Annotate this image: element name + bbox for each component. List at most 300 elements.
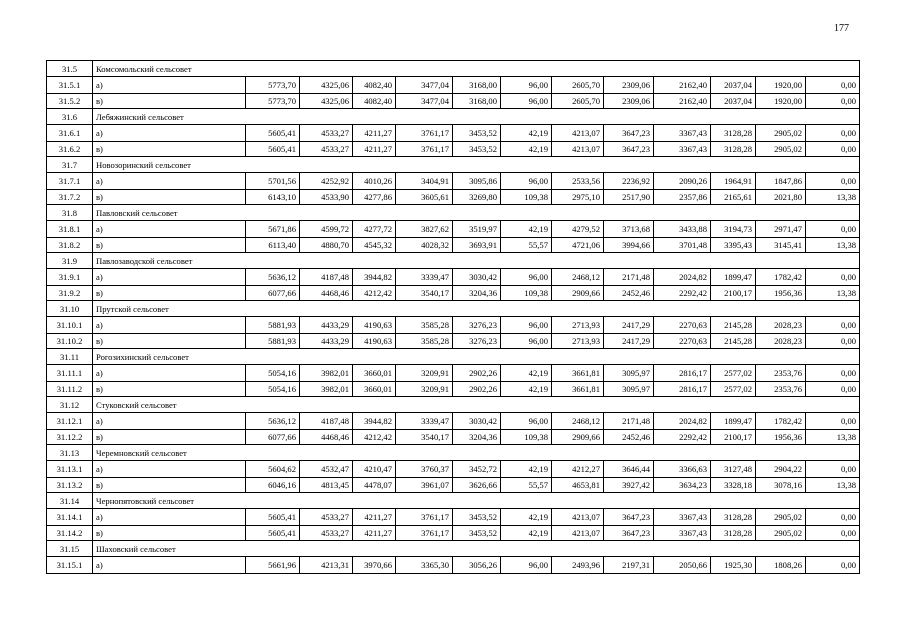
value-cell: 109,38	[501, 429, 552, 445]
value-cell: 3605,61	[396, 189, 453, 205]
value-cell: 13,38	[806, 477, 860, 493]
value-cell: 109,38	[501, 189, 552, 205]
value-cell: 0,00	[806, 317, 860, 334]
value-cell: 4325,06	[300, 77, 353, 94]
section-title: Стуковский сельсовет	[93, 397, 860, 413]
value-cell: 2605,70	[552, 93, 604, 109]
value-cell: 2236,92	[604, 173, 654, 190]
value-cell: 6046,16	[246, 477, 300, 493]
value-cell: 3994,66	[604, 237, 654, 253]
row-code: 31.14.1	[47, 509, 93, 526]
table-row	[47, 477, 860, 493]
value-cell: 4433,29	[300, 317, 353, 334]
value-cell: 4190,63	[353, 317, 396, 334]
value-cell: 2100,17	[711, 429, 756, 445]
row-code: 31.6.2	[47, 141, 93, 157]
value-cell: 3128,28	[711, 141, 756, 157]
value-cell: 2357,86	[654, 189, 711, 205]
section-code: 31.15	[47, 541, 93, 557]
value-cell: 0,00	[806, 77, 860, 94]
value-cell: 4533,27	[300, 509, 353, 526]
row-label: а)	[93, 221, 246, 238]
value-cell: 4325,06	[300, 93, 353, 109]
value-cell: 5054,16	[246, 365, 300, 382]
value-cell: 2292,42	[654, 429, 711, 445]
value-cell: 109,38	[501, 285, 552, 301]
value-cell: 0,00	[806, 413, 860, 430]
value-cell: 3209,91	[396, 365, 453, 382]
value-cell: 42,19	[501, 381, 552, 397]
value-cell: 4533,27	[300, 125, 353, 142]
value-cell: 5773,70	[246, 93, 300, 109]
value-cell: 4880,70	[300, 237, 353, 253]
value-cell: 5773,70	[246, 77, 300, 94]
section-title: Павловский сельсовет	[93, 205, 860, 221]
value-cell: 0,00	[806, 221, 860, 238]
value-cell: 3404,91	[396, 173, 453, 190]
row-label: в)	[93, 381, 246, 397]
section-title: Черемновский сельсовет	[93, 445, 860, 461]
value-cell: 3095,97	[604, 365, 654, 382]
section-code: 31.8	[47, 205, 93, 221]
row-code: 31.5.2	[47, 93, 93, 109]
section-title: Шаховский сельсовет	[93, 541, 860, 557]
value-cell: 4010,26	[353, 173, 396, 190]
value-cell: 1956,36	[756, 429, 806, 445]
row-label: а)	[93, 269, 246, 286]
section-header-row	[47, 493, 860, 509]
row-label: а)	[93, 557, 246, 574]
table-row	[47, 237, 860, 253]
value-cell: 3540,17	[396, 285, 453, 301]
table-row	[47, 173, 860, 190]
value-cell: 96,00	[501, 413, 552, 430]
row-code: 31.13.2	[47, 477, 93, 493]
value-cell: 42,19	[501, 525, 552, 541]
value-cell: 55,57	[501, 237, 552, 253]
value-cell: 4721,06	[552, 237, 604, 253]
value-cell: 3367,43	[654, 525, 711, 541]
value-cell: 4082,40	[353, 93, 396, 109]
section-code: 31.11	[47, 349, 93, 365]
value-cell: 3269,80	[453, 189, 501, 205]
value-cell: 3661,81	[552, 381, 604, 397]
row-label: в)	[93, 525, 246, 541]
row-label: а)	[93, 125, 246, 142]
value-cell: 3395,43	[711, 237, 756, 253]
value-cell: 0,00	[806, 557, 860, 574]
section-header-row	[47, 205, 860, 221]
value-cell: 0,00	[806, 525, 860, 541]
value-cell: 3970,66	[353, 557, 396, 574]
value-cell: 2533,56	[552, 173, 604, 190]
section-header-row	[47, 61, 860, 77]
section-header-row	[47, 397, 860, 413]
value-cell: 2577,02	[711, 365, 756, 382]
value-cell: 2904,22	[756, 461, 806, 478]
value-cell: 2452,46	[604, 285, 654, 301]
value-cell: 2816,17	[654, 365, 711, 382]
value-cell: 2292,42	[654, 285, 711, 301]
value-cell: 3339,47	[396, 413, 453, 430]
table-row	[47, 189, 860, 205]
value-cell: 3209,91	[396, 381, 453, 397]
value-cell: 3095,97	[604, 381, 654, 397]
value-cell: 2905,02	[756, 525, 806, 541]
value-cell: 42,19	[501, 509, 552, 526]
value-cell: 13,38	[806, 237, 860, 253]
table-row	[47, 269, 860, 286]
value-cell: 2971,47	[756, 221, 806, 238]
value-cell: 3128,28	[711, 125, 756, 142]
section-code: 31.13	[47, 445, 93, 461]
value-cell: 3761,17	[396, 525, 453, 541]
value-cell: 0,00	[806, 461, 860, 478]
value-cell: 2024,82	[654, 269, 711, 286]
value-cell: 3827,62	[396, 221, 453, 238]
value-cell: 3453,52	[453, 525, 501, 541]
row-label: в)	[93, 93, 246, 109]
value-cell: 2713,93	[552, 317, 604, 334]
value-cell: 3128,28	[711, 525, 756, 541]
value-cell: 4468,46	[300, 429, 353, 445]
value-cell: 2902,26	[453, 381, 501, 397]
row-code: 31.9.2	[47, 285, 93, 301]
value-cell: 2024,82	[654, 413, 711, 430]
value-cell: 3927,42	[604, 477, 654, 493]
value-cell: 2309,06	[604, 77, 654, 94]
value-cell: 5671,86	[246, 221, 300, 238]
value-cell: 4028,32	[396, 237, 453, 253]
value-cell: 3477,04	[396, 93, 453, 109]
value-cell: 2171,48	[604, 413, 654, 430]
value-cell: 2090,26	[654, 173, 711, 190]
value-cell: 3078,16	[756, 477, 806, 493]
value-cell: 42,19	[501, 461, 552, 478]
value-cell: 96,00	[501, 93, 552, 109]
value-cell: 3276,23	[453, 333, 501, 349]
value-cell: 5636,12	[246, 269, 300, 286]
value-cell: 42,19	[501, 365, 552, 382]
section-header-row	[47, 445, 860, 461]
row-code: 31.8.1	[47, 221, 93, 238]
value-cell: 1808,26	[756, 557, 806, 574]
value-cell: 1920,00	[756, 93, 806, 109]
value-cell: 3701,48	[654, 237, 711, 253]
section-header-row	[47, 253, 860, 269]
value-cell: 2816,17	[654, 381, 711, 397]
value-cell: 2100,17	[711, 285, 756, 301]
value-cell: 4190,63	[353, 333, 396, 349]
value-cell: 2902,26	[453, 365, 501, 382]
value-cell: 3585,28	[396, 317, 453, 334]
value-cell: 3145,41	[756, 237, 806, 253]
value-cell: 42,19	[501, 221, 552, 238]
value-cell: 5605,41	[246, 125, 300, 142]
row-label: а)	[93, 173, 246, 190]
value-cell: 4533,27	[300, 525, 353, 541]
value-cell: 3982,01	[300, 381, 353, 397]
value-cell: 5605,41	[246, 141, 300, 157]
value-cell: 4213,07	[552, 509, 604, 526]
value-cell: 1847,86	[756, 173, 806, 190]
value-cell: 4187,48	[300, 269, 353, 286]
value-cell: 3477,04	[396, 77, 453, 94]
row-label: в)	[93, 285, 246, 301]
row-label: в)	[93, 141, 246, 157]
row-code: 31.5.1	[47, 77, 93, 94]
value-cell: 5604,62	[246, 461, 300, 478]
value-cell: 6113,40	[246, 237, 300, 253]
value-cell: 1899,47	[711, 413, 756, 430]
value-cell: 2975,10	[552, 189, 604, 205]
value-cell: 1956,36	[756, 285, 806, 301]
row-code: 31.15.1	[47, 557, 93, 574]
table-row	[47, 557, 860, 574]
value-cell: 2353,76	[756, 365, 806, 382]
value-cell: 3453,52	[453, 141, 501, 157]
value-cell: 3585,28	[396, 333, 453, 349]
row-code: 31.7.2	[47, 189, 93, 205]
value-cell: 0,00	[806, 381, 860, 397]
value-cell: 3127,48	[711, 461, 756, 478]
value-cell: 2270,63	[654, 333, 711, 349]
table-row	[47, 333, 860, 349]
section-code: 31.9	[47, 253, 93, 269]
row-code: 31.11.1	[47, 365, 93, 382]
value-cell: 4433,29	[300, 333, 353, 349]
value-cell: 0,00	[806, 269, 860, 286]
value-cell: 42,19	[501, 125, 552, 142]
value-cell: 3365,30	[396, 557, 453, 574]
table-row	[47, 461, 860, 478]
value-cell: 96,00	[501, 333, 552, 349]
row-code: 31.11.2	[47, 381, 93, 397]
value-cell: 3030,42	[453, 269, 501, 286]
value-cell: 3646,44	[604, 461, 654, 478]
section-code: 31.7	[47, 157, 93, 173]
value-cell: 0,00	[806, 125, 860, 142]
value-cell: 3661,81	[552, 365, 604, 382]
value-cell: 1920,00	[756, 77, 806, 94]
row-label: в)	[93, 333, 246, 349]
value-cell: 4212,42	[353, 285, 396, 301]
section-code: 31.12	[47, 397, 93, 413]
value-cell: 4599,72	[300, 221, 353, 238]
row-label: а)	[93, 461, 246, 478]
value-cell: 1899,47	[711, 269, 756, 286]
table-row	[47, 413, 860, 430]
value-cell: 2028,23	[756, 333, 806, 349]
row-label: а)	[93, 317, 246, 334]
value-cell: 3367,43	[654, 509, 711, 526]
value-cell: 2021,80	[756, 189, 806, 205]
table-row	[47, 221, 860, 238]
value-cell: 96,00	[501, 317, 552, 334]
table-row	[47, 525, 860, 541]
value-cell: 2165,61	[711, 189, 756, 205]
value-cell: 2028,23	[756, 317, 806, 334]
value-cell: 3204,36	[453, 285, 501, 301]
table-body	[47, 61, 860, 574]
value-cell: 2417,29	[604, 333, 654, 349]
value-cell: 0,00	[806, 365, 860, 382]
value-cell: 3367,43	[654, 141, 711, 157]
value-cell: 42,19	[501, 141, 552, 157]
value-cell: 2905,02	[756, 509, 806, 526]
value-cell: 4252,92	[300, 173, 353, 190]
tariff-table	[46, 60, 860, 574]
value-cell: 3056,26	[453, 557, 501, 574]
value-cell: 13,38	[806, 285, 860, 301]
value-cell: 4533,90	[300, 189, 353, 205]
section-code: 31.5	[47, 61, 93, 77]
value-cell: 2353,76	[756, 381, 806, 397]
value-cell: 3944,82	[353, 269, 396, 286]
value-cell: 3433,88	[654, 221, 711, 238]
value-cell: 5605,41	[246, 525, 300, 541]
value-cell: 3761,17	[396, 509, 453, 526]
value-cell: 3693,91	[453, 237, 501, 253]
section-title: Чернопятовский сельсовет	[93, 493, 860, 509]
value-cell: 4545,32	[353, 237, 396, 253]
value-cell: 4211,27	[353, 525, 396, 541]
value-cell: 2905,02	[756, 141, 806, 157]
value-cell: 4212,27	[552, 461, 604, 478]
table-row	[47, 381, 860, 397]
value-cell: 2037,04	[711, 77, 756, 94]
value-cell: 5881,93	[246, 317, 300, 334]
value-cell: 3366,63	[654, 461, 711, 478]
value-cell: 2452,46	[604, 429, 654, 445]
value-cell: 4533,27	[300, 141, 353, 157]
section-title: Новозоринский сельсовет	[93, 157, 860, 173]
value-cell: 4213,07	[552, 141, 604, 157]
section-title: Рогозихинский сельсовет	[93, 349, 860, 365]
row-label: в)	[93, 477, 246, 493]
value-cell: 4213,07	[552, 525, 604, 541]
value-cell: 5661,96	[246, 557, 300, 574]
value-cell: 3944,82	[353, 413, 396, 430]
value-cell: 1964,91	[711, 173, 756, 190]
value-cell: 4211,27	[353, 125, 396, 142]
row-code: 31.9.1	[47, 269, 93, 286]
value-cell: 4813,45	[300, 477, 353, 493]
value-cell: 3453,52	[453, 509, 501, 526]
value-cell: 3647,23	[604, 509, 654, 526]
row-code: 31.13.1	[47, 461, 93, 478]
value-cell: 2050,66	[654, 557, 711, 574]
value-cell: 3095,86	[453, 173, 501, 190]
value-cell: 3647,23	[604, 125, 654, 142]
value-cell: 3961,07	[396, 477, 453, 493]
value-cell: 2145,28	[711, 317, 756, 334]
value-cell: 3660,01	[353, 365, 396, 382]
value-cell: 3030,42	[453, 413, 501, 430]
value-cell: 3519,97	[453, 221, 501, 238]
value-cell: 2577,02	[711, 381, 756, 397]
value-cell: 3626,66	[453, 477, 501, 493]
value-cell: 2270,63	[654, 317, 711, 334]
value-cell: 2713,93	[552, 333, 604, 349]
value-cell: 5605,41	[246, 509, 300, 526]
value-cell: 6077,66	[246, 429, 300, 445]
value-cell: 4210,47	[353, 461, 396, 478]
value-cell: 3761,17	[396, 125, 453, 142]
row-label: в)	[93, 429, 246, 445]
section-title: Лебяжинский сельсовет	[93, 109, 860, 125]
value-cell: 3761,17	[396, 141, 453, 157]
row-label: а)	[93, 77, 246, 94]
value-cell: 3453,52	[453, 125, 501, 142]
value-cell: 3339,47	[396, 269, 453, 286]
value-cell: 4478,07	[353, 477, 396, 493]
value-cell: 0,00	[806, 509, 860, 526]
row-code: 31.12.1	[47, 413, 93, 430]
value-cell: 96,00	[501, 269, 552, 286]
table-row	[47, 125, 860, 142]
value-cell: 3168,00	[453, 93, 501, 109]
section-title: Комсомольский сельсовет	[93, 61, 860, 77]
row-label: в)	[93, 189, 246, 205]
section-code: 31.14	[47, 493, 93, 509]
value-cell: 2145,28	[711, 333, 756, 349]
value-cell: 2037,04	[711, 93, 756, 109]
value-cell: 4211,27	[353, 509, 396, 526]
value-cell: 0,00	[806, 333, 860, 349]
value-cell: 3452,72	[453, 461, 501, 478]
table-row	[47, 141, 860, 157]
value-cell: 2905,02	[756, 125, 806, 142]
value-cell: 3128,28	[711, 509, 756, 526]
row-code: 31.14.2	[47, 525, 93, 541]
value-cell: 4468,46	[300, 285, 353, 301]
value-cell: 4213,31	[300, 557, 353, 574]
value-cell: 5636,12	[246, 413, 300, 430]
value-cell: 3194,73	[711, 221, 756, 238]
value-cell: 4082,40	[353, 77, 396, 94]
row-code: 31.10.2	[47, 333, 93, 349]
value-cell: 2468,12	[552, 269, 604, 286]
value-cell: 1782,42	[756, 413, 806, 430]
section-header-row	[47, 109, 860, 125]
row-label: а)	[93, 413, 246, 430]
value-cell: 3982,01	[300, 365, 353, 382]
value-cell: 96,00	[501, 173, 552, 190]
row-code: 31.10.1	[47, 317, 93, 334]
value-cell: 96,00	[501, 77, 552, 94]
value-cell: 2517,90	[604, 189, 654, 205]
value-cell: 2468,12	[552, 413, 604, 430]
value-cell: 5881,93	[246, 333, 300, 349]
section-code: 31.10	[47, 301, 93, 317]
value-cell: 4277,86	[353, 189, 396, 205]
value-cell: 3276,23	[453, 317, 501, 334]
section-header-row	[47, 541, 860, 557]
row-code: 31.7.1	[47, 173, 93, 190]
value-cell: 0,00	[806, 141, 860, 157]
page-number: 177	[834, 23, 849, 34]
value-cell: 3367,43	[654, 125, 711, 142]
value-cell: 4211,27	[353, 141, 396, 157]
row-code: 31.6.1	[47, 125, 93, 142]
value-cell: 2909,66	[552, 285, 604, 301]
value-cell: 13,38	[806, 189, 860, 205]
value-cell: 0,00	[806, 173, 860, 190]
value-cell: 4279,52	[552, 221, 604, 238]
value-cell: 3713,68	[604, 221, 654, 238]
row-code: 31.8.2	[47, 237, 93, 253]
